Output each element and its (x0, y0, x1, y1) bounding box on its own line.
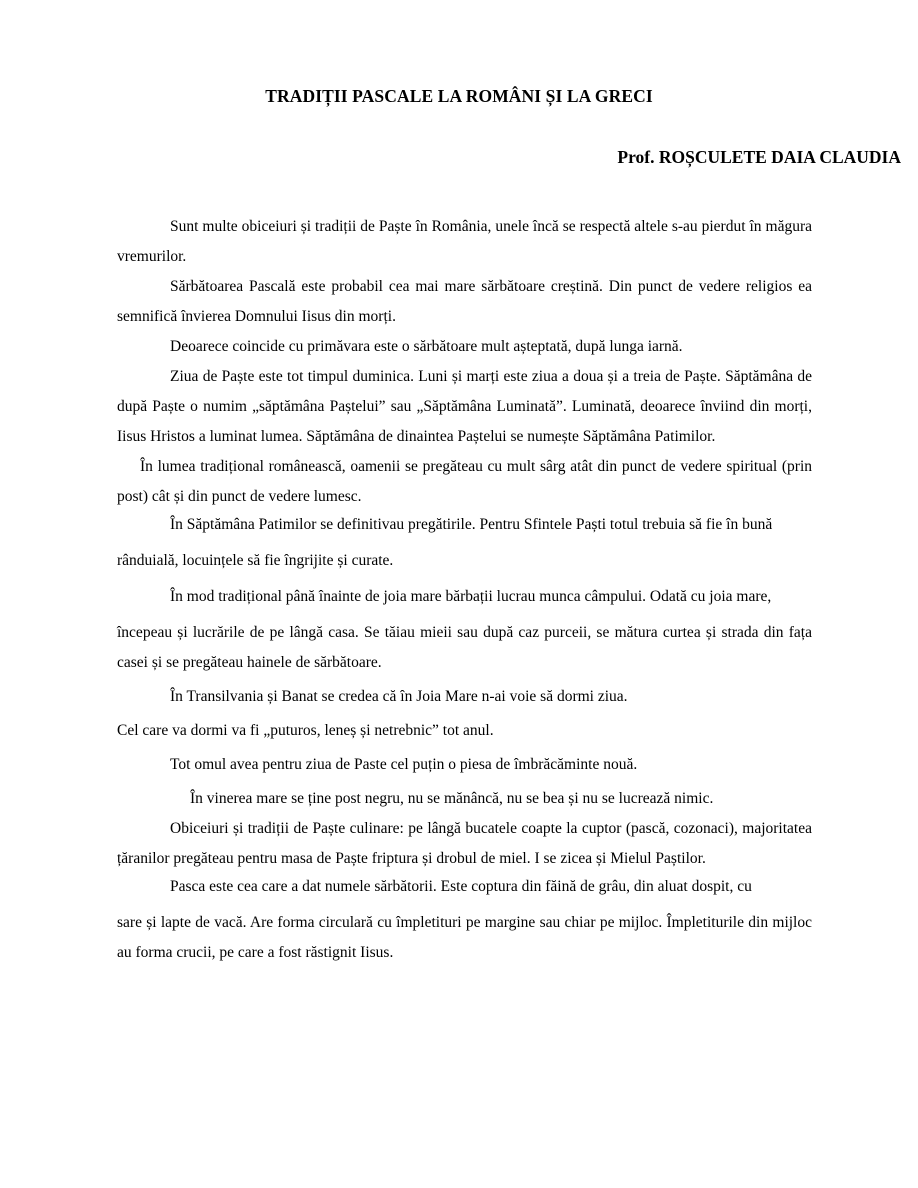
paragraph: În Transilvania și Banat se credea că în Joia Mare n-ai voie să dormi ziua. (170, 688, 628, 705)
paragraph: rânduială, locuințele să fie îngrijite și curate. (117, 552, 394, 569)
paragraph: Sunt multe obiceiuri și tradiții de Paște în România, unele încă se respectă altele s-au pierdut în măgura vremurilor. (117, 218, 812, 265)
paragraph: În lumea tradițional românească, oamenii se pregăteau cu mult sârg atât din punct de vedere spiritual (prin post) cât și din punct de vedere lumesc. (117, 458, 812, 505)
paragraph: Tot omul avea pentru ziua de Paste cel puțin o piesa de îmbrăcăminte nouă. (170, 756, 638, 773)
paragraph: Cel care va dormi va fi „puturos, leneș și netrebnic” tot anul. (117, 722, 494, 739)
paragraph: În vinerea mare se ține post negru, nu se mănâncă, nu se bea și nu se lucrează nimic. (190, 790, 714, 807)
document-author: Prof. ROȘCULETE DAIA CLAUDIA (617, 147, 901, 167)
paragraph: În mod tradițional până înainte de joia mare bărbații lucrau munca câmpului. Odată cu joia mare, (170, 588, 772, 605)
paragraph: Ziua de Paște este tot timpul duminica. Luni și marți este ziua a doua și a treia de Paște. Săptămâna de după Paște o numim „săptămâna Paștelui” sau „Săptămâna Luminată”. Luminată, deoarece înviind din morți, Iisus Hristos a luminat lumea. Săptămâna de dinaintea Paștelui se numește Săptămâna Patimilor. (117, 368, 812, 445)
paragraph: Pasca este cea care a dat numele sărbătorii. Este coptura din făină de grâu, din aluat dospit, cu (170, 878, 752, 895)
paragraph: În Săptămâna Patimilor se definitivau pregătirile. Pentru Sfintele Paști totul trebuia să fie în bună (170, 516, 773, 533)
paragraph: Deoarece coincide cu primăvara este o sărbătoare mult așteptată, după lunga iarnă. (170, 338, 683, 355)
paragraph: începeau și lucrările de pe lângă casa. Se tăiau mieii sau după caz purceii, se mătura curtea și strada din fața casei și se pregăteau hainele de sărbătoare. (117, 624, 812, 671)
document-body (117, 212, 812, 968)
document-title: TRADIȚII PASCALE LA ROMÂNI ȘI LA GRECI (265, 86, 653, 106)
paragraph: Sărbătoarea Pascală este probabil cea mai mare sărbătoare creștină. Din punct de vedere religios ea semnifică învierea Domnului Iisus din morți. (117, 278, 812, 325)
paragraph: Obiceiuri și tradiții de Paște culinare: pe lângă bucatele coapte la cuptor (pască, cozonaci), majoritatea țăranilor pregăteau pentru masa de Paște friptura și drobul de miel. I se zicea și Mielul Paștilor. (117, 820, 812, 867)
paragraph: sare și lapte de vacă. Are forma circulară cu împletituri pe margine sau chiar pe mijloc. Împletiturile din mijloc au forma crucii, pe care a fost răstignit Iisus. (117, 914, 812, 961)
